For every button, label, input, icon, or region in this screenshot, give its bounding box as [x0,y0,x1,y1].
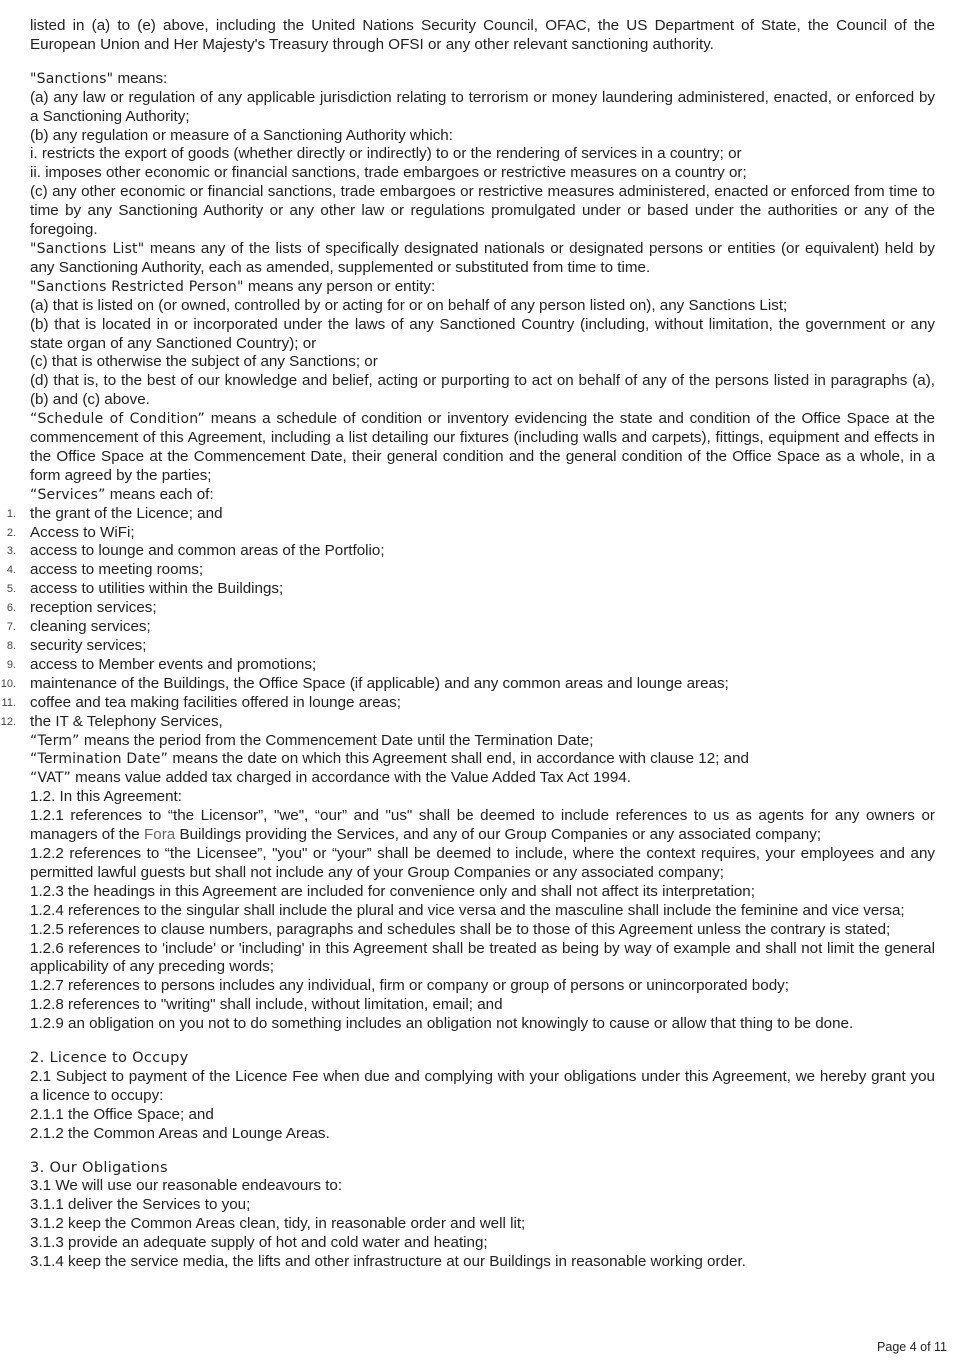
restricted-line: (b) that is located in or incorporated under the laws of any Sanctioned Country (including, without limitation, the government or any state organ of any Sanctioned Country); or [30,315,935,352]
item-text: coffee and tea making facilities offered in lounge areas; [30,693,401,711]
clause-text: 1.2.1 references to “the Licensor”, "we", “our” and "us" shall be deemed to include references to us as agents for any owners or managers of the [30,807,935,844]
restricted-line: (d) that is, to the best of our knowledge and belief, acting or purporting to act on behalf of any of the persons listed in paragraphs (a), (b) and (c) above. [30,372,935,409]
item-text: security services; [30,637,147,654]
item-text: the grant of the Licence; and [30,504,223,522]
defined-term: “Termination Date” [30,751,169,768]
services-list-item [6,561,935,580]
interpretation-clause: 1.2.7 references to persons includes any individual, firm or company or group of persons or unincorporated body; [30,977,789,995]
definition-text: means any of the lists of specifically designated nationals or designated persons or entities (or equivalent) held by any Sanctioning Authority, each as amended, supplemented or substituted from time to time. [30,239,935,276]
interpretation-lead: 1.2. In this Agreement: [30,788,182,806]
definition-text: means value added tax charged in accordance with the Value Added Tax Act 1994. [70,769,631,787]
sanctions-definition [30,70,935,89]
item-text: access to utilities within the Buildings; [30,580,284,598]
services-list-item [6,655,935,675]
item-text: the IT & Telephony Services, [30,712,223,730]
item-number: 9. [6,658,16,671]
interpretation-clause: 1.2.5 references to clause numbers, paragraphs and schedules shall be to those of this Agreement unless the contrary is stated; [30,920,891,938]
defined-term: “Services” [30,486,106,503]
licence-clause: 2.1.2 the Common Areas and Lounge Areas. [30,1124,330,1142]
item-number: 11. [1,696,16,709]
services-list-item [6,599,935,618]
brand-name: Fora [143,826,176,844]
sanctions-list-definition [30,240,935,278]
item-number: 5. [6,583,16,596]
services-list-item [6,580,935,599]
services-list-item [1,693,935,713]
item-text: maintenance of the Buildings, the Office Space (if applicable) and any common areas and lounge areas; [30,674,729,692]
item-text: access to lounge and common areas of the Portfolio; [30,542,385,560]
spacer [30,1034,935,1049]
obligation-clause: 3.1.4 keep the service media, the lifts and other infrastructure at our Buildings in reasonable working order. [30,1253,746,1271]
licence-clause: 2.1 Subject to payment of the Licence Fee when due and complying with your obligations under this Agreement, we hereby grant you a licence to occupy: [30,1067,935,1104]
section-heading-obligations: 3. Our Obligations [30,1158,168,1176]
definition-lead: means: [113,69,168,87]
services-list-item [6,637,935,656]
sanctions-line: (a) any law or regulation of any applicable jurisdiction relating to terrorism or money laundering administered, enacted, or enforced by a Sanctioning Authority; [30,88,935,125]
termination-date-definition [30,750,935,769]
licence-clause: 2.1.1 the Office Space; and [30,1105,214,1123]
interpretation-clause: 1.2.8 references to "writing" shall include, without limitation, email; and [30,996,503,1014]
sanctions-line: ii. imposes other economic or financial sanctions, trade embargoes or restrictive measures on a country or; [30,164,747,182]
item-number: 8. [6,640,16,652]
item-number: 4. [6,564,16,577]
definition-lead: means any person or entity: [243,277,436,295]
defined-term: “Schedule of Condition” [30,411,205,428]
defined-term: "Sanctions List" [30,240,145,257]
obligation-clause: 3.1.3 provide an adequate supply of hot and cold water and heating; [30,1234,488,1252]
defined-term: "Sanctions Restricted Person" [30,278,244,295]
spacer [30,1144,935,1159]
item-text: access to meeting rooms; [30,561,204,579]
item-number: 6. [6,602,16,615]
interpretation-clause: 1.2.4 references to the singular shall include the plural and vice versa and the masculine shall include the feminine and vice versa; [30,901,905,919]
services-list-item [0,712,935,732]
obligation-clause: 3.1 We will use our reasonable endeavours to: [30,1177,343,1195]
item-number: 2. [6,526,16,539]
spacer [30,55,935,70]
definition-text: means the date on which this Agreement shall end, in accordance with clause 12; and [168,750,749,768]
sanctions-line: (c) any other economic or financial sanctions, trade embargoes or restrictive measures administered, enacted or enforced from time to time by any Sanctioning Authority or any other law or regulations promulgated under or based under the authorities or any of the foregoing. [30,183,935,239]
obligation-clause: 3.1.1 deliver the Services to you; [30,1196,251,1214]
item-number: 1. [6,507,16,520]
schedule-definition [30,410,935,486]
page-number: Page 4 of 11 [877,1340,947,1354]
item-text: cleaning services; [30,618,151,636]
obligation-clause: 3.1.2 keep the Common Areas clean, tidy, in reasonable order and well lit; [30,1215,526,1233]
term-definition [30,732,935,751]
item-text: access to Member events and promotions; [30,655,317,673]
services-list-item [0,674,935,694]
clause-text: Buildings providing the Services, and any of our Group Companies or any associated company; [175,826,822,844]
vat-definition [30,769,935,788]
interpretation-clause: 1.2.3 the headings in this Agreement are included for convenience only and shall not affect its interpretation; [30,882,755,900]
interpretation-clause: 1.2.2 references to “the Licensee”, "you" or “your” shall be deemed to include, where the context requires, your employees and any permitted lawful guests but shall not include any of your Group Companies or any associated company; [30,844,935,881]
services-list-item [6,542,935,561]
item-text: Access to WiFi; [30,523,135,541]
defined-term: "Sanctions" [30,70,114,87]
definition-text: means a schedule of condition or inventory evidencing the state and condition of the Office Space at the commencement of this Agreement, including a list detailing our fixtures (including walls and carpets), fittings, equipment and effects in the Office Space at the Commencement Date, their general condition and the general condition of the Office Space as a whole, in a form agreed by the parties; [30,410,935,484]
interpretation-clause: 1.2.9 an obligation on you not to do something includes an obligation not knowingly to cause or allow that thing to be done. [30,1015,854,1033]
restricted-line: (a) that is listed on (or owned, controlled by or acting for or on behalf of any person listed on), any Sanctions List; [30,296,788,314]
item-number: 7. [6,621,16,634]
defined-term: “VAT” [30,770,71,787]
services-list-item [6,504,935,524]
item-number: 3. [6,545,16,558]
item-number: 12. [0,715,16,728]
interpretation-clause [30,807,935,845]
services-definition [30,486,935,505]
section-heading-licence: 2. Licence to Occupy [30,1049,189,1067]
item-text: reception services; [30,599,157,617]
definition-lead: means each of: [105,485,214,503]
sanctions-line: (b) any regulation or measure of a Sanctioning Authority which: [30,126,453,144]
defined-term: “Term” [30,732,80,749]
definition-text: means the period from the Commencement Date until the Termination Date; [79,731,594,749]
restricted-line: (c) that is otherwise the subject of any Sanctions; or [30,353,378,371]
interpretation-clause: 1.2.6 references to 'include' or 'including' in this Agreement shall be treated as being by way of example and shall not limit the general applicability of any preceding words; [30,939,935,976]
intro-paragraph: listed in (a) to (e) above, including the United Nations Security Council, OFAC, the US Department of State, the Council of the European Union and Her Majesty's Treasury through OFSI or any other relevant sanctioning authority. [30,17,935,53]
document-page [0,17,935,1272]
services-list-item [6,523,935,543]
item-number: 10. [0,677,16,690]
services-list-item [6,618,935,637]
sanctions-line: i. restricts the export of goods (whether directly or indirectly) to or the rendering of services in a country; or [30,145,742,163]
restricted-person-definition [30,278,935,297]
